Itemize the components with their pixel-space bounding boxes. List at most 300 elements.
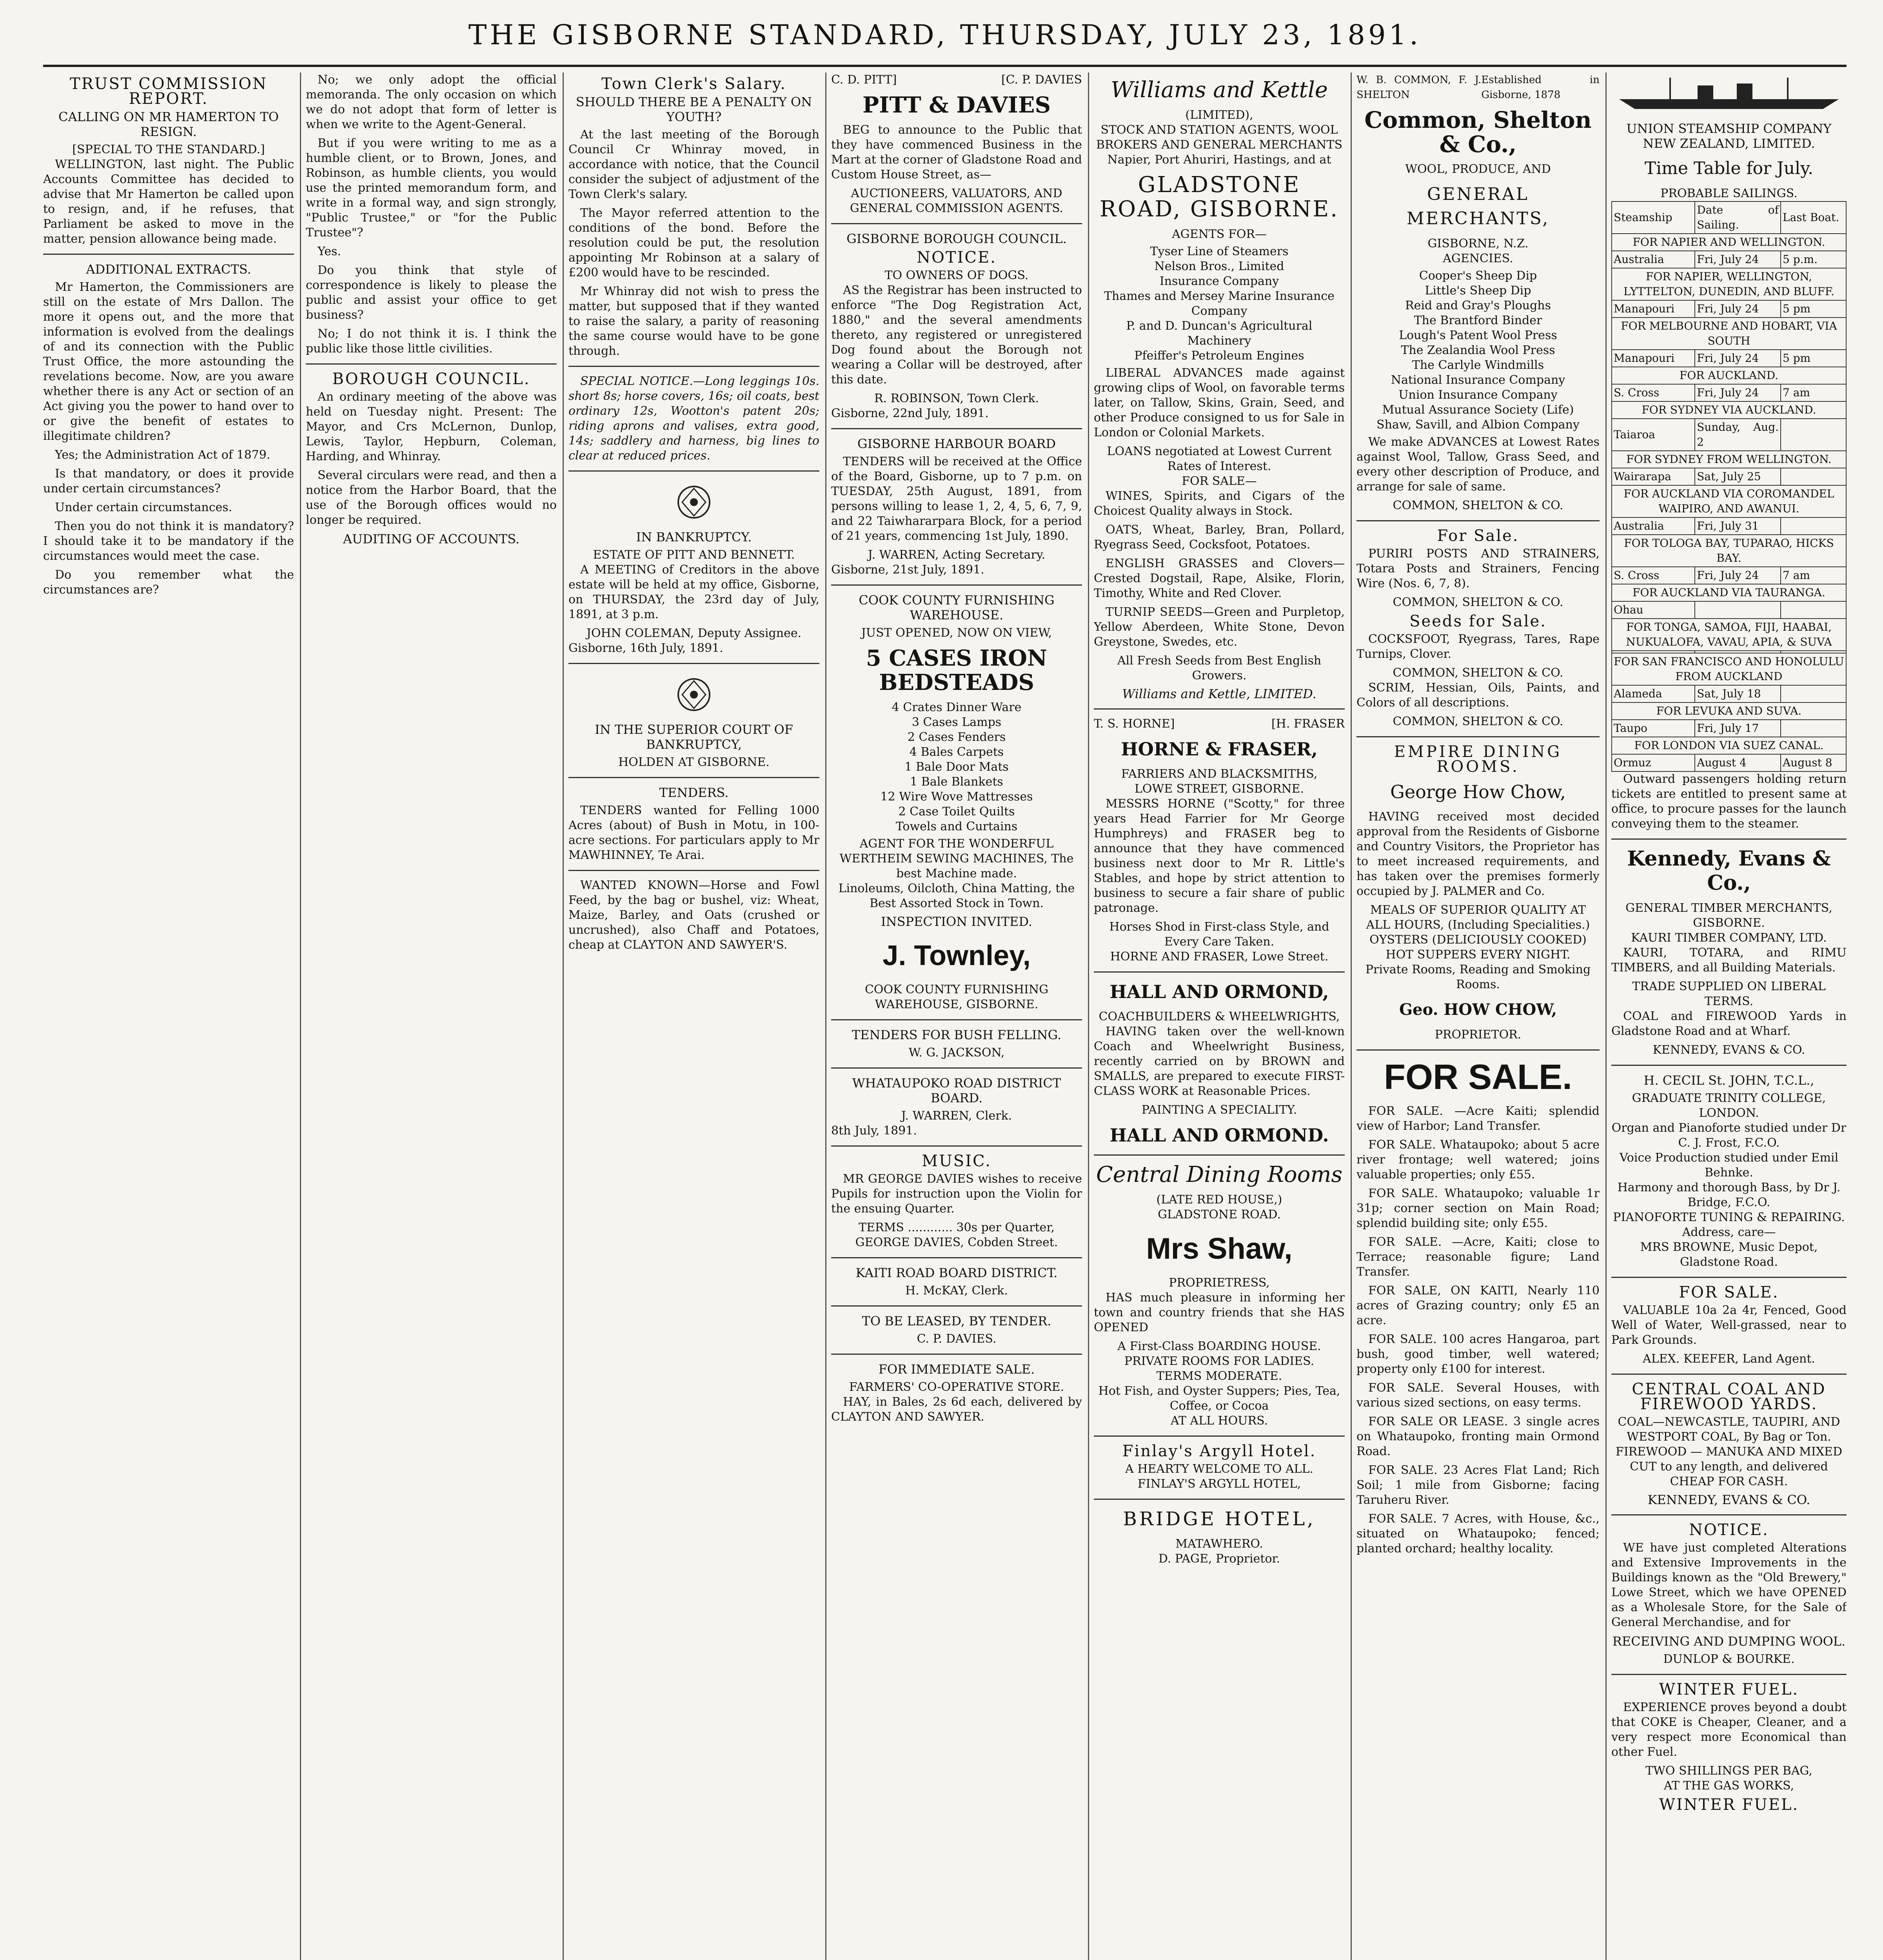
list-item: Little's Sheep Dip [1425,284,1531,298]
signature: COMMON, SHELTON & CO. [1393,715,1563,728]
sub-heading: ESTATE OF PITT AND BENNETT. [593,548,795,562]
ad-line: LOWE STREET, GISBORNE. [1134,782,1304,796]
table-cell-ship: Wairarapa [1612,468,1695,485]
paragraph: Yes; the Administration Act of 1879. [55,448,271,462]
signature: COMMON, SHELTON & CO. [1393,666,1563,680]
sale-item: FOR SALE. 23 Acres Flat Land; Rich Soil; 1 mile from Gisborne; facing Taruheru River. [1356,1463,1600,1507]
ad-line: MEALS OF SUPERIOR QUALITY AT ALL HOURS, (Including Specialities.) [1366,903,1590,932]
table-cell-boat: 7 am [1781,384,1846,401]
table-header: Date of Sailing. [1695,201,1781,234]
signature: H. McKAY, Clerk. [905,1284,1008,1298]
table-cell-boat: 7 am [1781,567,1846,584]
signature: C. P. DAVIES. [917,1332,997,1346]
ad-line: A HEARTY WELCOME TO ALL. [1125,1462,1313,1476]
divider [306,363,557,365]
divider [831,1067,1082,1069]
column-5 [1094,73,1345,1960]
paragraph: WE have just completed Alterations and Extensive Improvements in the Buildings known as the "Old Brewery," Lowe Street, which we have OPENED as a Wholesale Store, for the Sale of General Merchandise, and for [1611,1541,1847,1629]
notice-heading: NOTICE. [917,249,997,267]
sale-item: FOR SALE OR LEASE. 3 single acres on Whataupoko, fronting main Ormond Road. [1356,1415,1600,1458]
section-heading: COOK COUNTY FURNISHING WAREHOUSE. [859,593,1055,622]
signature: KENNEDY, EVANS & CO. [1652,1043,1805,1057]
divider [1094,1154,1345,1156]
ad-highlight: GLADSTONE ROAD, GISBORNE. [1099,172,1339,222]
column-7 [1611,73,1847,1960]
divider [1356,736,1600,737]
paragraph: No; I do not think it is. I think the public like those little civilities. [306,327,557,356]
ad-line: TRADE SUPPLIED ON LIBERAL TERMS. [1632,980,1826,1008]
ad-line: TERMS MODERATE. [1156,1369,1282,1383]
table-cell-date: Sunday, Aug. 2 [1695,419,1781,451]
list-item: P. and D. Duncan's Agricultural Machinery [1126,319,1313,348]
route-name: FOR NAPIER, WELLINGTON, LYTTELTON, DUNEDIN, AND BLUFF. [1612,268,1846,300]
route-name: FOR SYDNEY FROM WELLINGTON. [1612,451,1846,468]
divider [1094,971,1345,973]
divider [831,1019,1082,1020]
date-line: Gisborne, 21st July, 1891. [831,563,984,577]
table-cell-boat [1781,517,1846,535]
signature: MRS BROWNE, Music Depot, Gladstone Road. [1640,1240,1818,1269]
column-rule [1088,73,1089,1960]
signature: FINLAY'S ARGYLL HOTEL, [1137,1477,1301,1491]
paragraph: WINES, Spirits, and Cigars of the Choicest Quality always in Stock. [1094,489,1345,518]
ad-title: HORNE & FRASER, [1121,739,1318,760]
divider [1611,1277,1847,1278]
table-cell-ship: Alameda [1612,685,1695,702]
list-item: The Zealandia Wool Press [1401,343,1555,357]
paragraph: MR GEORGE DAVIES wishes to receive Pupils for instruction upon the Violin for the ensuing Quarter. [831,1172,1082,1216]
sale-item: FOR SALE. 7 Acres, with House, &c., situated on Whataupoko; fenced; planted orchard; healthy locality. [1356,1512,1600,1555]
article-subtitle: CALLING ON MR HAMERTON TO RESIGN. [58,109,279,139]
table-cell-boat [1781,685,1846,702]
table-cell-boat [1781,468,1846,485]
ad-title: Kennedy, Evans & Co., [1627,847,1831,895]
table-cell-ship: S. Cross [1612,567,1695,584]
sailing-table-body [1612,234,1846,771]
ad-title: HALL AND ORMOND. [1109,1125,1329,1146]
article-subtitle: SHOULD THERE BE A PENALTY ON YOUTH? [576,94,812,124]
article-title: TRUST COMMISSION REPORT. [69,75,268,108]
divider [568,366,819,367]
list-item: Mutual Assurance Society (Life) [1382,403,1574,417]
table-header: Steamship [1612,201,1695,234]
ad-line: OYSTERS (DELICIOUSLY COOKED) [1369,933,1587,947]
ad-line: PRIVATE ROOMS FOR LADIES. [1124,1354,1315,1368]
signature: Geo. HOW CHOW, [1399,1000,1557,1019]
ad-title: EMPIRE DINING ROOMS. [1394,743,1562,776]
section-heading: BOROUGH COUNCIL. [332,370,530,388]
ad-line: Private Rooms, Reading and Smoking Rooms. [1365,963,1591,991]
ad-line: LOANS negotiated at Lowest Current Rates of Interest. [1107,445,1332,473]
list-item: Cooper's Sheep Dip [1419,269,1537,283]
sale-item: FOR SALE, ON KAITI, Nearly 110 acres of Grazing country; only £5 an acre. [1356,1284,1600,1327]
paragraph: HAVING taken over the well-known Coach and Wheelwright Business, recently carried on by BROWN and SMALLS, are prepared to execute FIRST-CLASS WORK at Reasonable Prices. [1094,1025,1345,1098]
divider [568,870,819,871]
section-heading: GISBORNE HARBOUR BOARD [857,436,1056,451]
ad-line: GRADUATE TRINITY COLLEGE, LONDON. [1632,1091,1826,1120]
divider [1611,838,1847,840]
ad-line: JUST OPENED, NOW ON VIEW, [861,626,1052,640]
ad-header [1094,717,1345,731]
divider [568,470,819,472]
route-name: FOR AUCKLAND. [1612,367,1846,384]
signature: D. PAGE, Proprietor. [1158,1552,1280,1566]
section-heading: For Sale. [1437,527,1519,545]
section-heading: TO BE LEASED, BY TENDER. [862,1314,1051,1328]
ad-highlight: GENERAL MERCHANTS, [1406,184,1550,229]
section-heading: Seeds for Sale. [1409,612,1547,630]
ad-line: PROPRIETRESS, [1169,1276,1270,1290]
divider [831,584,1082,586]
table-row [1612,720,1846,737]
signature: COMMON, SHELTON & CO. [1393,499,1563,512]
paragraph: Mr Whinray did not wish to press the matter, but supposed that if they wanted to raise the salary, a parity of reasoning the same course would have to be gone through. [568,285,819,358]
paragraph: HAS much pleasure in informing her town and country friends that she HAS OPENED [1094,1291,1345,1334]
section-heading: FOR IMMEDIATE SALE. [878,1362,1035,1377]
ad-line: (LATE RED HOUSE,) [1156,1193,1282,1207]
ad-highlight: George How Chow, [1390,781,1566,802]
partner-left: C. D. PITT] [831,73,897,87]
ad-line: (LIMITED), [1185,108,1253,122]
section-heading: ADDITIONAL EXTRACTS. [86,262,251,277]
byline: [SPECIAL TO THE STANDARD.] [72,143,265,156]
table-row [1612,468,1846,485]
divider [831,1145,1082,1147]
section-heading: KAITI ROAD BOARD DISTRICT. [855,1265,1058,1280]
ad-line: Linoleums, Oilcloth, China Matting, the Best Assorted Stock in Town. [838,882,1075,910]
table-cell-ship: Manapouri [1612,300,1695,318]
sale-item: FOR SALE. 100 acres Hangaroa, part bush, good timber, well watered; property only £100 for interest. [1356,1332,1600,1376]
section-heading: WHATAUPOKO ROAD DISTRICT BOARD. [852,1076,1061,1105]
partner-right: [C. P. DAVIES [1001,73,1082,87]
ad-line: GISBORNE, N.Z. [1427,237,1529,250]
signature: J. WARREN, Clerk. [901,1109,1012,1123]
table-row [1612,251,1846,268]
ad-line: AT ALL HOURS. [1170,1414,1268,1428]
table-row [1612,754,1846,771]
list-item: Thames and Mersey Marine Insurance Company [1104,289,1335,318]
list-item: Insurance Company [1159,274,1279,288]
list-item: 4 Bales Carpets [909,745,1004,759]
ad-line: Organ and Pianoforte studied under Dr C. J. Frost, F.C.O. [1611,1121,1847,1150]
timetable-title: Time Table for July. [1644,158,1814,178]
route-heading-row [1612,653,1846,685]
table-cell-date: Fri, July 24 [1695,350,1781,367]
ad-title: Central Dining Rooms [1096,1162,1343,1187]
divider [831,1354,1082,1355]
signature: GEORGE DAVIES, Cobden Street. [855,1236,1058,1249]
paragraph: Do you remember what the circumstances are? [43,568,294,597]
column-rule [825,73,826,1960]
table-cell-date: Fri, July 24 [1695,251,1781,268]
route-heading-row [1612,737,1846,754]
list-item: Nelson Bros., Limited [1154,260,1284,273]
route-name: FOR TOLOGA BAY, TUPARAO, HICKS BAY. [1612,535,1846,567]
paragraph: We make ADVANCES at Lowest Rates against Wool, Tallow, Grass Seed, and every other description of Produce, and arrange for sale of same. [1356,435,1600,494]
signature: W. G. JACKSON, [908,1046,1005,1060]
paragraph: TENDERS wanted for Felling 1000 Acres (about) of Bush in Motu, in 100-acre sections. For particulars apply to Mr MAWHINNEY, Te Arai. [568,804,819,862]
paragraph: EXPERIENCE proves beyond a doubt that COKE is Cheaper, Cleaner, and a very respect more Economical than other Fuel. [1611,1700,1847,1759]
signature: JOHN COLEMAN, Deputy Assignee. [586,626,802,640]
ad-header [1356,73,1600,102]
table-header: Last Boat. [1781,201,1846,234]
section-heading: TENDERS. [659,785,729,800]
section-heading: IN BANKRUPTCY. [636,530,752,544]
sailing-table [1611,201,1847,772]
ad-line: FIREWOOD — MANUKA AND MIXED CUT to any length, and delivered CHEAP FOR CASH. [1616,1445,1842,1488]
paragraph: An ordinary meeting of the above was held on Tuesday night. Present: The Mayor, and Crs McLernon, Dunlop, Lewis, Taylor, Hepburn, Coleman, Harding, and Whinray. [306,390,557,463]
paragraph: Several circulars were read, and then a notice from the Harbor Board, that the use of the Borough offices would no longer be required. [306,468,557,527]
list-item: 2 Cases Fenders [907,730,1006,744]
divider [831,1305,1082,1307]
paragraph: ENGLISH GRASSES and Clovers—Crested Dogstail, Rape, Alsike, Florin, Timothy, White and Red Clover. [1094,557,1345,600]
ad-title: H. CECIL St. JOHN, T.C.L., [1643,1073,1814,1088]
section-heading: MUSIC. [922,1152,991,1170]
route-name: FOR MELBOURNE AND HOBART, VIA SOUTH [1612,318,1846,350]
list-item: Towels and Curtains [895,820,1018,833]
paragraph: TURNIP SEEDS—Green and Purpletop, Yellow Aberdeen, White Stone, Devon Greystone, Swedes, etc. [1094,605,1345,649]
divider [1094,1436,1345,1437]
ad-line: PAINTING A SPECIALITY. [1141,1103,1297,1117]
ad-line: GENERAL TIMBER MERCHANTS, GISBORNE. [1625,901,1832,930]
paragraph: Outward passengers holding return tickets are entitled to present same at office, to procure passes for the launch conveying them to the steamer. [1611,772,1847,831]
agency-list [1356,269,1600,432]
divider [1356,1049,1600,1051]
ad-line: All Fresh Seeds from Best English Growers. [1117,654,1322,682]
route-name: FOR LEVUKA AND SUVA. [1612,702,1846,720]
table-cell-date: August 4 [1695,754,1781,771]
table-cell-ship: Ohau [1612,601,1695,619]
article-lead: WELLINGTON, last night. The Public Accounts Committee has decided to advise that Mr Hamerton be called upon to resign, and, if he refuses, that Parliament be asked to move in the matter, pension allowance being made. [43,158,294,246]
ad-line: HOT SUPPERS EVERY NIGHT. [1385,948,1571,962]
established: Established in Gisborne, 1878 [1481,74,1600,101]
list-item: Shaw, Savill, and Albion Company [1376,418,1580,432]
ad-line: FARMERS' CO-OPERATIVE STORE. [849,1380,1064,1394]
list-item: Union Insurance Company [1398,388,1558,402]
section-heading: IN THE SUPERIOR COURT OF BANKRUPTCY, [595,722,793,752]
list-item: 4 Crates Dinner Ware [892,701,1022,714]
paragraph: SCRIM, Hessian, Oils, Paints, and Colors of all descriptions. [1356,681,1600,710]
paragraph: PURIRI POSTS AND STRAINERS, Totara Posts and Strainers, Fencing Wire (Nos. 6, 7, 8). [1356,547,1600,590]
column-6 [1356,73,1600,1960]
list-item: Reid and Gray's Ploughs [1405,299,1551,312]
table-cell-ship: Manapouri [1612,350,1695,367]
divider [1611,1674,1847,1675]
table-row [1612,384,1846,401]
table-cell-ship: Taiaroa [1612,419,1695,451]
route-heading-row [1612,234,1846,251]
sale-item: FOR SALE. —Acre Kaiti; splendid view of Harbor; Land Transfer. [1356,1104,1600,1133]
table-cell-date: Fri, July 24 [1695,567,1781,584]
divider [1094,1499,1345,1500]
column-rule [300,73,301,1960]
table-cell-ship: S. Cross [1612,384,1695,401]
ad-line: AT THE GAS WORKS, [1663,1779,1794,1793]
section-heading: FOR SALE. [1679,1283,1779,1301]
article-title: Town Clerk's Salary. [601,75,787,93]
ad-line: COACHBUILDERS & WHEELWRIGHTS, [1099,1010,1340,1024]
sub-heading: AGENTS FOR— [1172,227,1267,241]
table-cell-ship: Australia [1612,517,1695,535]
route-name: FOR SAN FRANCISCO AND HONOLULU FROM AUCKLAND [1612,653,1846,685]
table-cell-boat [1781,419,1846,451]
divider [831,223,1082,224]
table-cell-ship: Australia [1612,251,1695,268]
table-cell-date: Fri, July 24 [1695,300,1781,318]
date-line: 8th July, 1891. [831,1124,917,1138]
paragraph: Then you do not think it is mandatory? I should take it to be mandatory if the circumstances would meet the case. [43,519,294,563]
partner-left: T. S. HORNE] [1094,717,1175,731]
table-cell-boat: 5 p.m. [1781,251,1846,268]
paragraph: The Mayor referred attention to the conditions of the bond. Before the resolution could be put, the resolution appointing Mr Robinson at a salary of £200 would have to be rescinded. [568,206,819,279]
column-4 [831,73,1082,1960]
table-cell-ship: Ormuz [1612,754,1695,771]
ad-line: Address, care— [1682,1225,1776,1239]
ad-title: WINTER FUEL. [1659,1796,1799,1814]
royal-crest-icon [670,479,717,526]
column-rule [1351,73,1352,1960]
ad-line: Hot Fish, and Oyster Suppers; Pies, Tea, Coffee, or Cocoa [1098,1384,1340,1413]
paragraph: Mr Hamerton, the Commissioners are still on the estate of Mrs Dallon. The more it opens out, and the more that information is evolved from the dealings of and its connection with the Public Trust Office, the more astounding the revelations become. Now, are you aware whether there is any Act or section of an Act giving you the power to hand over to or give the benefit of estates to illegitimate children? [43,280,294,443]
table-row [1612,350,1846,367]
route-name: FOR LONDON VIA SUEZ CANAL. [1612,737,1846,754]
route-heading-row [1612,535,1846,567]
route-name: FOR NAPIER AND WELLINGTON. [1612,234,1846,251]
route-name: FOR SYDNEY VIA AUCKLAND. [1612,401,1846,419]
ad-line: FARRIERS AND BLACKSMITHS, [1121,767,1318,781]
date-line: Gisborne, 22nd July, 1891. [831,407,989,420]
ad-line: COOK COUNTY FURNISHING WAREHOUSE, GISBORNE. [864,983,1049,1011]
sale-item: FOR SALE. Whataupoko; about 5 acre river frontage; well watered; joins valuable properties; only £55. [1356,1138,1600,1181]
route-heading-row [1612,268,1846,300]
table-cell-date: Fri, July 17 [1695,720,1781,737]
paragraph: COCKSFOOT, Ryegrass, Tares, Rape Turnips, Clover. [1356,632,1600,661]
divider [1611,1065,1847,1066]
list-item: National Insurance Company [1391,373,1565,387]
ad-highlight: RECEIVING AND DUMPING WOOL. [1612,1634,1846,1649]
partner-right: [H. FRASER [1271,717,1345,731]
sale-item: FOR SALE. Whataupoko; valuable 1r 31p; corner section on Main Road; splendid building site; only £55. [1356,1187,1600,1230]
paragraph: HAY, in Bales, 2s 6d each, delivered by CLAYTON AND SAWYER. [831,1395,1082,1424]
table-row [1612,567,1846,584]
list-item: The Brantford Binder [1414,314,1542,327]
paragraph: COAL and FIREWOOD Yards in Gladstone Road and at Wharf. [1611,1009,1847,1038]
divider [43,254,294,255]
route-heading-row [1612,367,1846,384]
table-row [1612,419,1846,451]
ad-line: AGENT FOR THE WONDERFUL WERTHEIM SEWING MACHINES, The best Machine made. [839,837,1074,880]
sub-heading: AUDITING OF ACCOUNTS. [343,532,520,546]
item-list [831,700,1082,834]
paragraph: WANTED KNOWN—Horse and Fowl Feed, by the bag or bushel, viz: Wheat, Maize, Barley, and Oats (crushed or uncrushed), also Chaff and Potatoes, cheap at CLAYTON AND SAWYER'S. [568,878,819,952]
ad-line: KAURI TIMBER COMPANY, LTD. [1631,931,1827,945]
ad-line: STOCK AND STATION AGENTS, WOOL BROKERS AND GENERAL MERCHANTS [1096,123,1343,152]
ad-line: WOOL, PRODUCE, AND [1405,162,1551,176]
notice-heading: NOTICE. [1689,1521,1769,1539]
paragraph: No; we only adopt the official memoranda. The only occasion on which we do not adopt that form of letter is when we write to the Agent-General. [306,73,557,131]
paragraph: Yes. [318,245,341,258]
section-heading: GISBORNE BOROUGH COUNCIL. [846,231,1067,246]
list-item: 1 Bale Blankets [910,775,1003,789]
ad-title: FOR SALE. [1384,1058,1572,1097]
divider [1611,1374,1847,1375]
partners: W. B. COMMON, F. J. SHELTON [1356,74,1482,101]
sub-heading: PROBABLE SAILINGS. [1660,187,1798,200]
list-item: Lough's Patent Wool Press [1399,328,1557,342]
list-item: 3 Cases Lamps [912,715,1002,729]
ad-line: PIANOFORTE TUNING & REPAIRING. [1613,1210,1845,1224]
table-cell-ship: Taupo [1612,720,1695,737]
ad-title: Williams and Kettle [1111,77,1328,103]
table-cell-date: Fri, July 24 [1695,384,1781,401]
column-1 [43,73,294,1960]
table-cell-boat: 5 pm [1781,300,1846,318]
table-cell-boat: 5 pm [1781,350,1846,367]
paragraph: LIBERAL ADVANCES made against growing clips of Wool, on favorable terms later, on Tallow, Skins, Grain, Seed, and other Produce consigned to us for Sale in London or Colonial Markets. [1094,366,1345,439]
route-name: FOR AUCKLAND VIA TAURANGA. [1612,584,1846,601]
divider [1356,520,1600,521]
ad-line: MATAWHERO. [1175,1537,1263,1551]
route-heading-row [1612,619,1846,651]
signature: ALEX. KEEFER, Land Agent. [1643,1352,1815,1366]
route-heading-row [1612,702,1846,720]
divider [831,428,1082,429]
table-row [1612,517,1846,535]
divider [568,777,819,778]
column-rule [1605,73,1607,1960]
ad-line: Horses Shod in First-class Style, and Every Care Taken. [1109,920,1329,949]
divider [568,663,819,664]
column-2 [306,73,557,1960]
signature: DUNLOP & BOURKE. [1663,1652,1795,1666]
table-cell-boat: August 8 [1781,754,1846,771]
ad-line: A First-Class BOARDING HOUSE. [1117,1339,1321,1353]
paragraph: MESSRS HORNE ("Scotty," for three years Head Farrier for Mr George Humphreys) and FRASER beg to announce that they have commenced business next door to Mr R. Little's Stables, and hope by strict attention to business to secure a fair share of public patronage. [1094,797,1345,915]
ad-title: BRIDGE HOTEL, [1123,1508,1316,1530]
route-name: FOR AUCKLAND VIA COROMANDEL WAIPIRO, AND AWANUI. [1612,485,1846,517]
column-3 [568,73,819,1960]
route-heading-row [1612,584,1846,601]
special-notice: SPECIAL NOTICE.—Long leggings 10s. short 8s; horse covers, 16s; oil coats, best ordinary 12s, Wootton's patent 20s; riding aprons and valises, extra good, 14s; saddlery and harness, big lines to clear at reduced prices. [568,374,819,463]
ad-title: Common, Shelton & Co., [1364,107,1592,158]
signature: KENNEDY, EVANS & CO. [1647,1492,1810,1507]
list-item: Pfeiffer's Petroleum Engines [1134,349,1304,363]
table-cell-date: Sat, July 25 [1695,468,1781,485]
divider [1611,1514,1847,1515]
table-row [1612,685,1846,702]
ad-title: PITT & DAVIES [863,92,1051,118]
signature: J. WARREN, Acting Secretary. [868,548,1046,562]
divider [831,1257,1082,1258]
ad-line: TERMS ............ 30s per Quarter, [859,1221,1055,1234]
table-row [1612,300,1846,318]
list-item: The Carlyle Windmills [1412,358,1544,372]
signature: COMMON, SHELTON & CO. [1393,595,1563,609]
paragraph: KAURI, TOTARA, and RIMU TIMBERS, and all Building Materials. [1611,946,1847,975]
column-rule [563,73,564,1960]
list-item: 2 Case Toilet Quilts [898,805,1015,818]
list-item: 12 Wire Wove Mattresses [880,790,1033,804]
ad-line: Voice Production studied under Emil Behnke. [1619,1151,1839,1180]
divider [1094,708,1345,710]
ad-line: AUCTIONEERS, VALUATORS, AND GENERAL COMMISSION AGENTS. [850,187,1064,215]
signature: Williams and Kettle, LIMITED. [1122,686,1316,701]
paragraph: Under certain circumstances. [55,501,232,514]
section-heading: INSPECTION INVITED. [881,914,1033,929]
paragraph: VALUABLE 10a 2a 4r, Fenced, Good Well of Water, Well-grassed, near to Park Grounds. [1611,1303,1847,1347]
ad-title: CENTRAL COAL AND FIREWOOD YARDS. [1632,1380,1826,1413]
sale-item: FOR SALE. Several Houses, with various sized sections, on easy terms. [1356,1381,1600,1410]
